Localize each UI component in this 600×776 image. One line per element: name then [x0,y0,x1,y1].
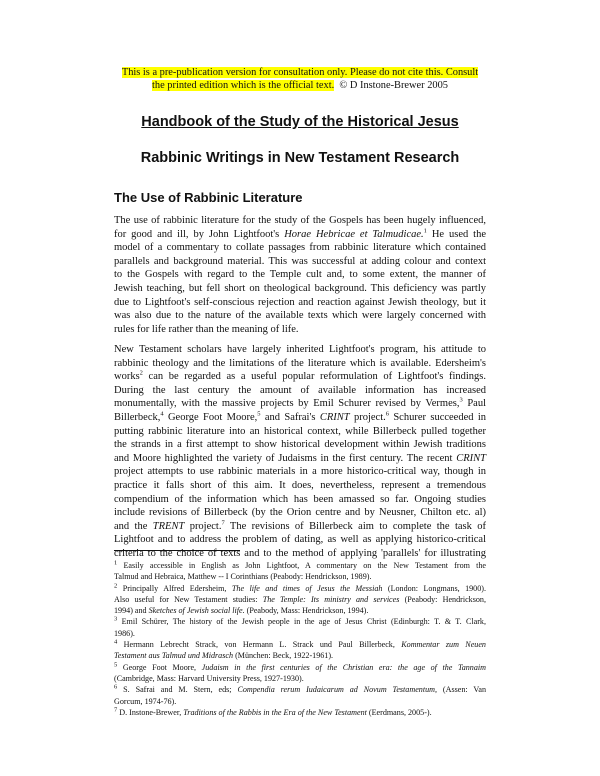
text-line: and Moore highlighted the variety of Judaisms in the first century. The recent CRINT [114,452,486,464]
footnote-ref: 6 [385,410,389,418]
chapter-title: Rabbinic Writings in New Testament Research [140,150,460,166]
text-line: New Testament scholars have largely inherited Lightfoot's program, his attitude to [114,344,486,355]
text-line: The use of rabbinic literature for the study of the Gospels has been hugely influenced, [114,215,486,226]
footnote-1-cont: Talmud and Hebraica, Matthew -- I Corinthians (Peabody: Hendrickson, 1989). [114,572,372,582]
footnote-ref: 4 [160,410,164,418]
text-line: model of a commentary to collate passages from rabbinic literature which contained [114,242,486,254]
text-line: criteria to the choice of texts and to the method of applying 'parallels' for illustrating [114,547,486,559]
text-line: rabbinic theology and the limitations of the literature which is available. Edersheim's [114,357,486,369]
text-line: and the TRENT project.$^7$ The revisions of Billerbeck aim to complete the task of [114,519,487,532]
text-line: practice it falls short of this aim. It does, nevertheless, represent a tremendous [114,479,486,491]
footnote-2-cont: Also useful for New Testament studies: The Temple: Its ministry and services (Peabody: Hendrickson, [114,594,487,604]
text-line: Billerbeck,$^4$ George Foot Moore,$^5$ and Safrai's CRINT project.$^6$ Schurer succeeded in [114,410,487,423]
text-line: compendium of the information which has been amassed so far. Ongoing studies [114,493,486,505]
footnote-separator [114,550,240,551]
footnote-3: $^3$ Emil Schürer, The history of the Jewish people in the age of Jesus Christ (Edinburgh: T. & T. Clark, [114,615,486,627]
footnote-6: $^6$ S. Safrai and M. Stern, eds; Compendia rerum Iudaicarum ad Novum Testamentum, (Assen: Van [114,683,486,695]
notice-line-1: This is a pre-publication version for consultation only. Please do not cite this. Consult [121,67,479,78]
text-line: to the Gospels with regard to the Temple cult and, to some extent, the manner of [114,269,486,281]
handbook-title: Handbook of the Study of the Historical Jesus [141,114,459,130]
text-line: rules for life rather than the meaning of life. [114,323,299,335]
notice-line-2: the printed edition which is the official text. [152,80,335,91]
text-line: putting rabbinic literature into an historical context, while Billerbeck pulled together [114,425,486,437]
text-line: monumentally, with the massive projects by Emil Schurer revised by Vermes,$^3$ Paul [114,396,487,410]
footnote-6-cont: Gorcum, 1974-76). [114,696,177,706]
footnote-4-cont: Testament aus Talmud und Midrasch (München: Beck, 1922-1961). [114,651,334,661]
footnote-2: $^2$ Principally Alfred Edersheim, The life and times of Jesus the Messiah (London: Longmans, 1900). [114,581,486,593]
prepublication-notice [110,66,490,92]
text-line: was also due to the nature of the available texts which were largely concerned with [114,310,486,322]
text-line: the strands in a first attempt to show historical development within Jewish traditions [114,439,486,451]
text-line: for good and ill, by John Lightfoot's Horae Hebricae et Talmudicae.$^1$ He used the [114,227,486,240]
footnote-ref: 7 [221,519,225,527]
paragraph-1 [114,214,486,336]
text-line: works$^2$ can be regarded as a useful popular reformulation of Lightfoot's findings. [114,369,487,383]
footnote-1: $^1$ Easily accessible in English as John Lightfoot, A commentary on the New Testament from the [114,559,486,570]
text-line: Lightfoot and to address the problem of dating, as well as applying historico-critical [114,534,486,546]
footnote-5-cont: (Cambridge, Mass: Harvard University Press, 1927-1930). [114,673,304,683]
footnote-ref: 2 [139,369,143,377]
footnote-3-cont: 1986). [114,628,135,638]
text-line: parallels and background material. This was successful at adding colour and context [114,255,486,267]
text-line: During the last century the amount of available information has increased [114,384,486,396]
footnote-5: $^5$ George Foot Moore, Judaism in the first centuries of the Christian era: the age of the Tannaim [114,660,486,672]
footnote-2-cont: 1994) and Sketches of Jewish social life. (Peabody, Mass: Hendrickson, 1994). [114,606,369,616]
text-line: project attempts to use rabbinic materials in a more historico-critical way, though in [114,466,486,478]
footnote-ref: 3 [459,396,463,404]
text-line: due to Lightfoot's self-conscious rejection and reaction against Jewish theology, but it [114,296,486,308]
section-heading: The Use of Rabbinic Literature [114,190,303,205]
text-line: include revisions of Billerbeck (by the Orion centre and by Neusner, Chilton etc. al) [114,507,486,519]
footnote-ref: 1 [423,227,427,235]
footnote-ref: 5 [257,410,261,418]
copyright-notice: © D Instone-Brewer 2005 [339,80,448,91]
paragraph-2 [114,343,486,561]
footnote-4: $^4$ Hermann Lebrecht Strack, von Hermann L. Strack und Paul Billerbeck, Kommentar zum Neuen [114,638,486,650]
text-line: Jewish teaching, but fell short on theological background. This deficiency was partly [114,282,486,294]
footnotes [114,560,486,718]
footnote-7: $^7$ D. Instone-Brewer, Traditions of the Rabbis in the Era of the New Testament (Eerdmans, 2005-). [114,706,432,717]
